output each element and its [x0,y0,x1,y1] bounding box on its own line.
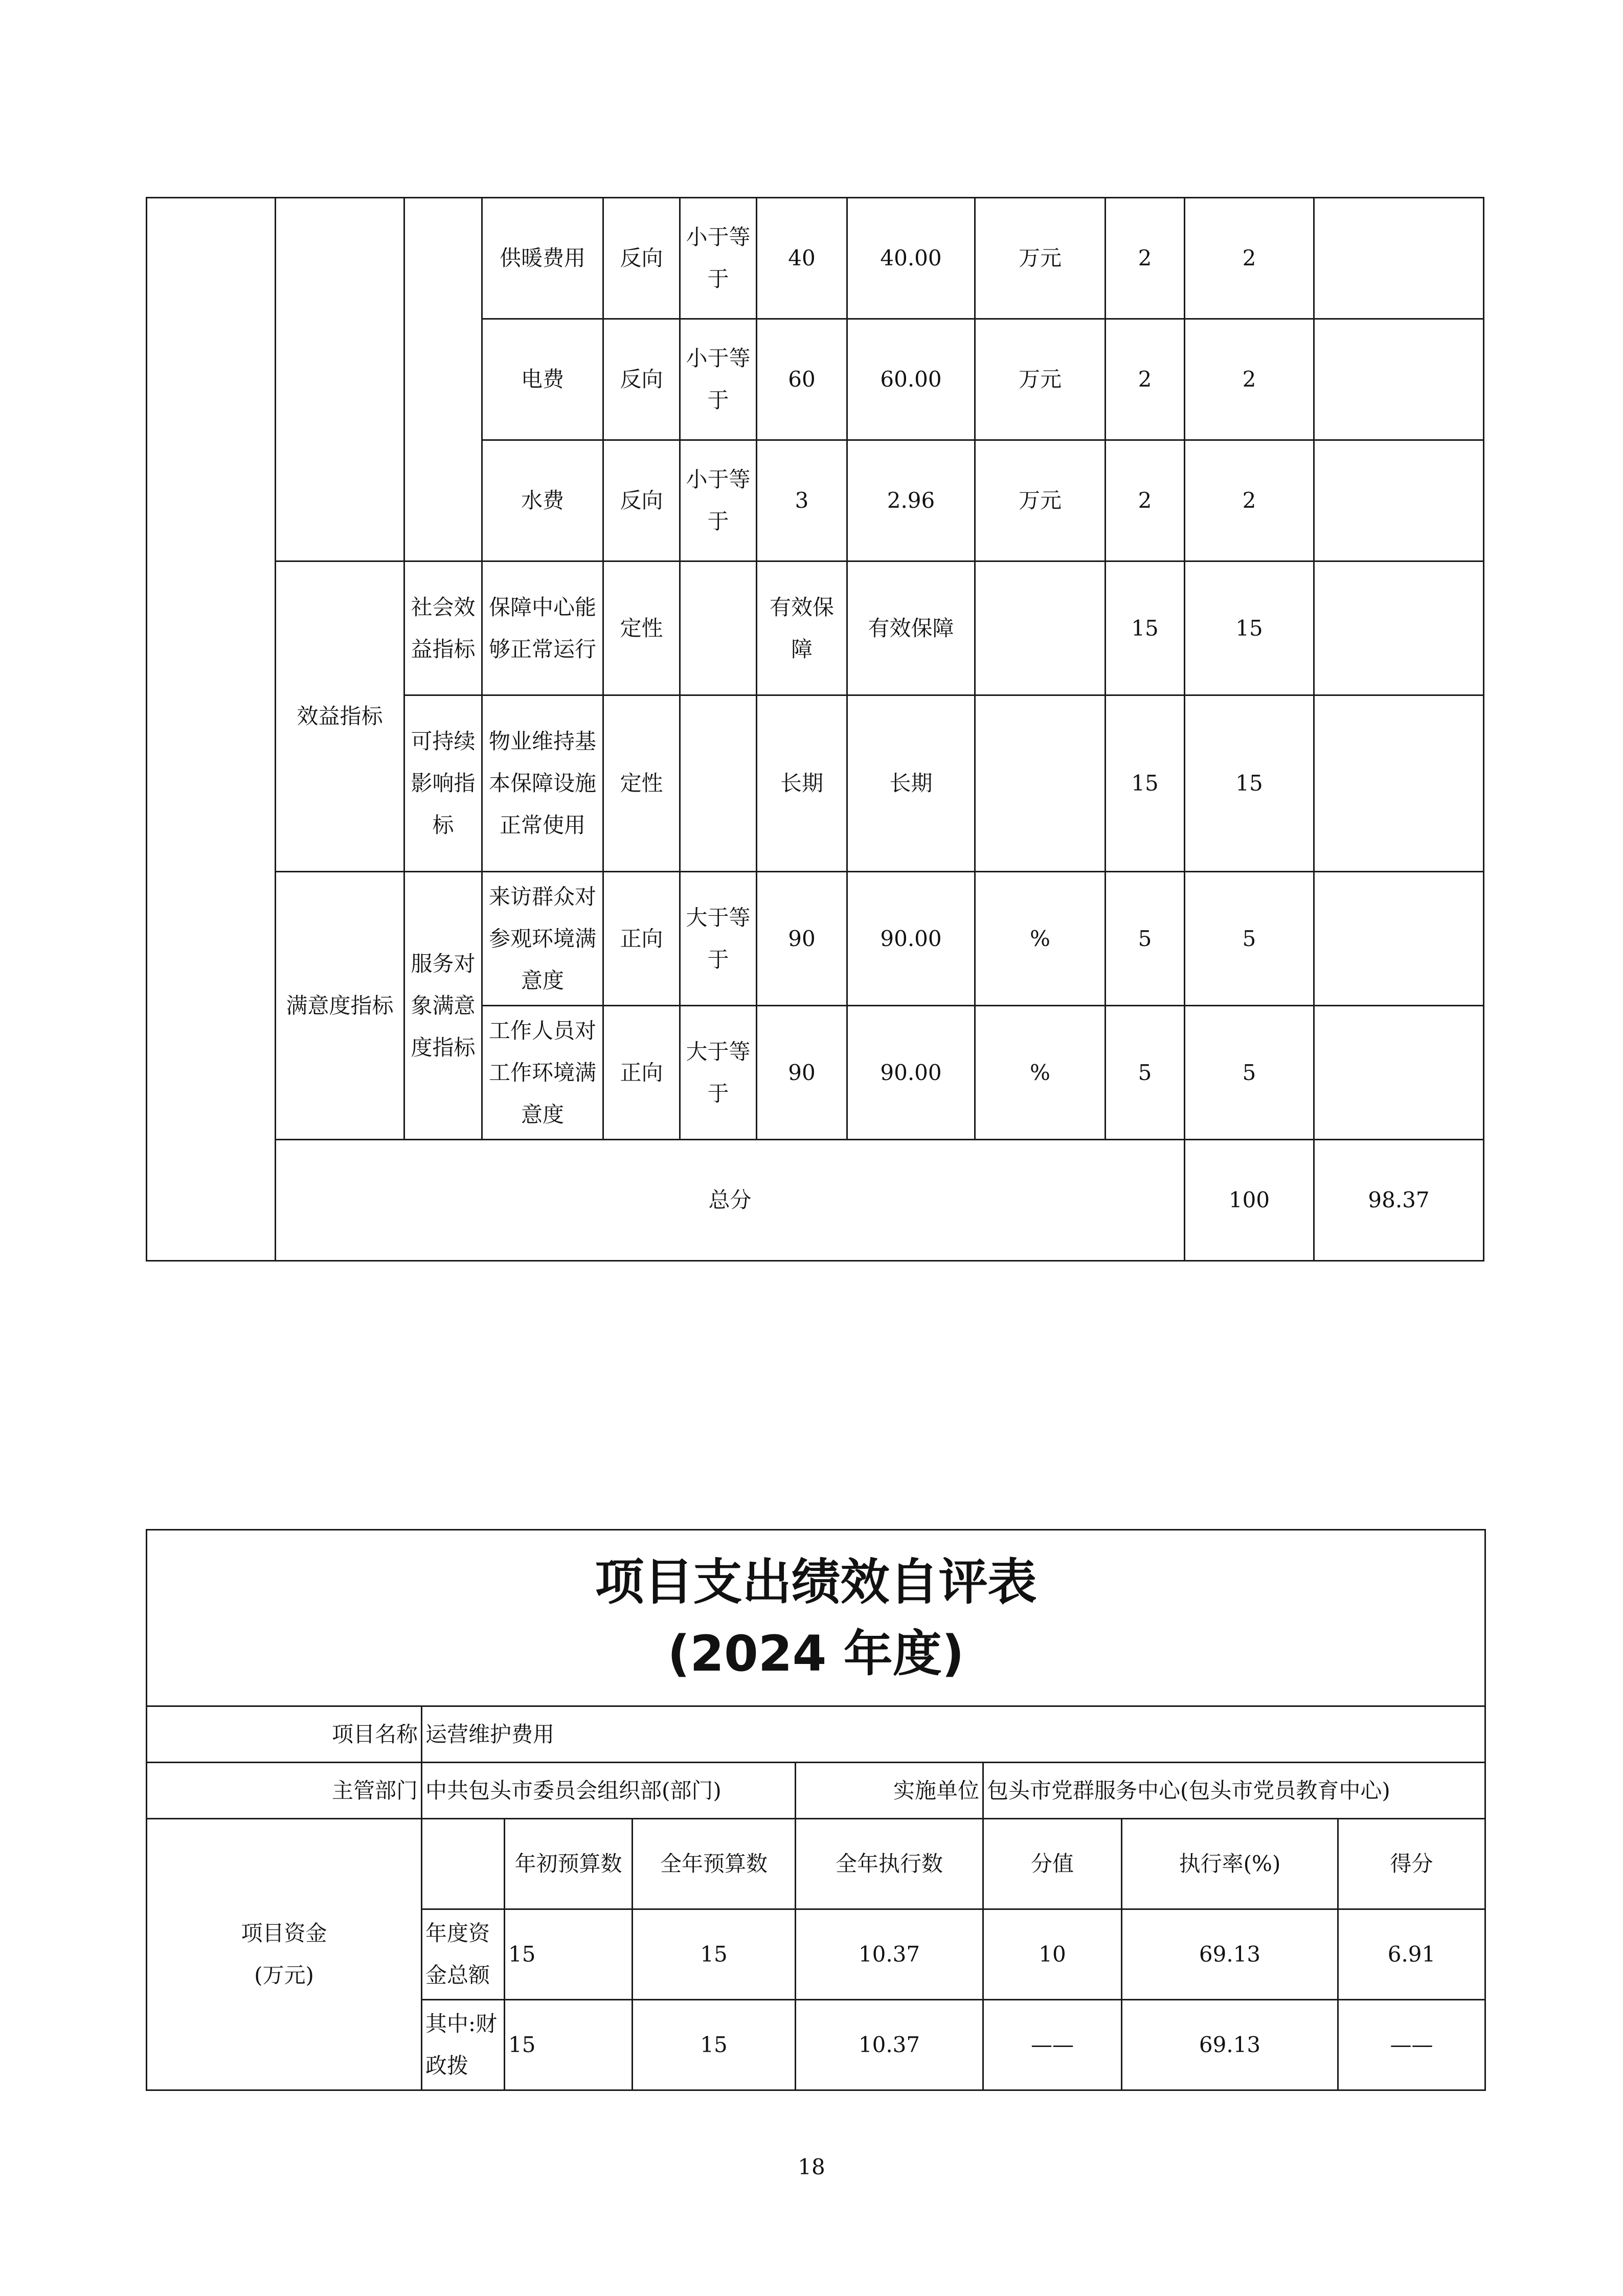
project-name-value: 运营维护费用 [422,1706,1485,1763]
remark-cell [1314,561,1484,695]
annual-budget: 15 [633,2000,796,2090]
fund-label-text: 项目资金 [241,1921,327,1946]
executed-amount: 10.37 [796,2000,983,2090]
indicator-name: 来访群众对参观环境满意度 [482,872,603,1006]
header-score-value: 分值 [983,1819,1122,1909]
fund-label [147,1819,422,2090]
compare [680,695,757,872]
unit: % [975,1006,1106,1140]
unit [975,695,1106,872]
total-weight: 100 [1185,1140,1314,1261]
impl-value: 包头市党群服务中心(包头市党员教育中心) [983,1763,1485,1819]
target-value: 40 [757,198,847,319]
target-value: 有效保障 [757,561,847,695]
indicator-name: 保障中心能够正常运行 [482,561,603,695]
impl-label: 实施单位 [796,1763,983,1819]
direction: 正向 [603,872,680,1006]
sub-category-label: 可持续影响指标 [404,695,482,872]
category-label: 效益指标 [276,561,404,872]
direction: 正向 [603,1006,680,1140]
table-row [147,561,1484,695]
page-subtitle: (2024 年度) [667,1625,964,1682]
unit: 万元 [975,440,1106,561]
compare: 小于等于 [680,319,757,440]
page-title: 项目支出绩效自评表 [595,1554,1037,1611]
indicator-name: 水费 [482,440,603,561]
sub-category-label: 社会效益指标 [404,561,482,695]
target-value: 90 [757,1006,847,1140]
total-label: 总分 [276,1140,1185,1261]
unit: 万元 [975,319,1106,440]
score: 5 [1185,872,1314,1006]
blank-cell [276,198,404,561]
blank-cell [147,198,276,1261]
compare: 大于等于 [680,872,757,1006]
actual-value: 2.96 [847,440,975,561]
annual-budget: 15 [633,1909,796,2000]
dept-label: 主管部门 [147,1763,422,1819]
actual-value: 40.00 [847,198,975,319]
remark-cell [1314,198,1484,319]
table-row [147,1706,1485,1763]
table-row [147,1763,1485,1819]
blank-cell [404,198,482,561]
row-label: 其中:财政拨 [422,2000,505,2090]
weight: 5 [1106,872,1185,1006]
remark-cell [1314,872,1484,1006]
direction: 反向 [603,319,680,440]
header-row [147,1819,1485,1909]
table-row [147,872,1484,1006]
weight: 5 [1106,1006,1185,1140]
total-row [147,1140,1484,1261]
remark-cell [1314,319,1484,440]
score-value: 10 [983,1909,1122,2000]
score: —— [1338,2000,1485,2090]
score-value: —— [983,2000,1122,2090]
execution-rate: 69.13 [1122,2000,1338,2090]
compare [680,561,757,695]
dept-value: 中共包头市委员会组织部(部门) [422,1763,796,1819]
indicator-table [146,197,1484,1262]
header-executed: 全年执行数 [796,1819,983,1909]
actual-value: 长期 [847,695,975,872]
form-title [147,1530,1485,1706]
remark-cell [1314,1006,1484,1140]
total-score: 98.37 [1314,1140,1484,1261]
header-annual-budget: 全年预算数 [633,1819,796,1909]
score: 2 [1185,198,1314,319]
indicator-name: 工作人员对工作环境满意度 [482,1006,603,1140]
remark-cell [1314,440,1484,561]
direction: 定性 [603,695,680,872]
header-rate: 执行率(%) [1122,1819,1338,1909]
initial-budget: 15 [505,1909,633,2000]
indicator-name: 物业维持基本保障设施正常使用 [482,695,603,872]
compare: 小于等于 [680,198,757,319]
direction: 定性 [603,561,680,695]
compare: 大于等于 [680,1006,757,1140]
target-value: 3 [757,440,847,561]
weight: 15 [1106,695,1185,872]
title-row [147,1530,1485,1706]
self-evaluation-table [146,1529,1486,2091]
header-initial-budget: 年初预算数 [505,1819,633,1909]
direction: 反向 [603,440,680,561]
score: 5 [1185,1006,1314,1140]
table-row [147,198,1484,319]
sub-category-label: 服务对象满意度指标 [404,872,482,1140]
score: 15 [1185,561,1314,695]
target-value: 60 [757,319,847,440]
indicator-name: 供暖费用 [482,198,603,319]
weight: 2 [1106,440,1185,561]
score: 2 [1185,440,1314,561]
actual-value: 有效保障 [847,561,975,695]
actual-value: 90.00 [847,872,975,1006]
unit: 万元 [975,198,1106,319]
target-value: 90 [757,872,847,1006]
actual-value: 60.00 [847,319,975,440]
unit [975,561,1106,695]
weight: 2 [1106,198,1185,319]
remark-cell [1314,695,1484,872]
score: 6.91 [1338,1909,1485,2000]
initial-budget: 15 [505,2000,633,2090]
direction: 反向 [603,198,680,319]
compare: 小于等于 [680,440,757,561]
header-score: 得分 [1338,1819,1485,1909]
score: 15 [1185,695,1314,872]
weight: 2 [1106,319,1185,440]
unit: % [975,872,1106,1006]
row-label: 年度资金总额 [422,1909,505,2000]
blank-cell [422,1819,505,1909]
project-name-label: 项目名称 [147,1706,422,1763]
actual-value: 90.00 [847,1006,975,1140]
indicator-name: 电费 [482,319,603,440]
execution-rate: 69.13 [1122,1909,1338,2000]
executed-amount: 10.37 [796,1909,983,2000]
category-label: 满意度指标 [276,872,404,1140]
weight: 15 [1106,561,1185,695]
target-value: 长期 [757,695,847,872]
page-number: 18 [798,2154,825,2179]
fund-unit: (万元) [254,1963,314,1988]
score: 2 [1185,319,1314,440]
